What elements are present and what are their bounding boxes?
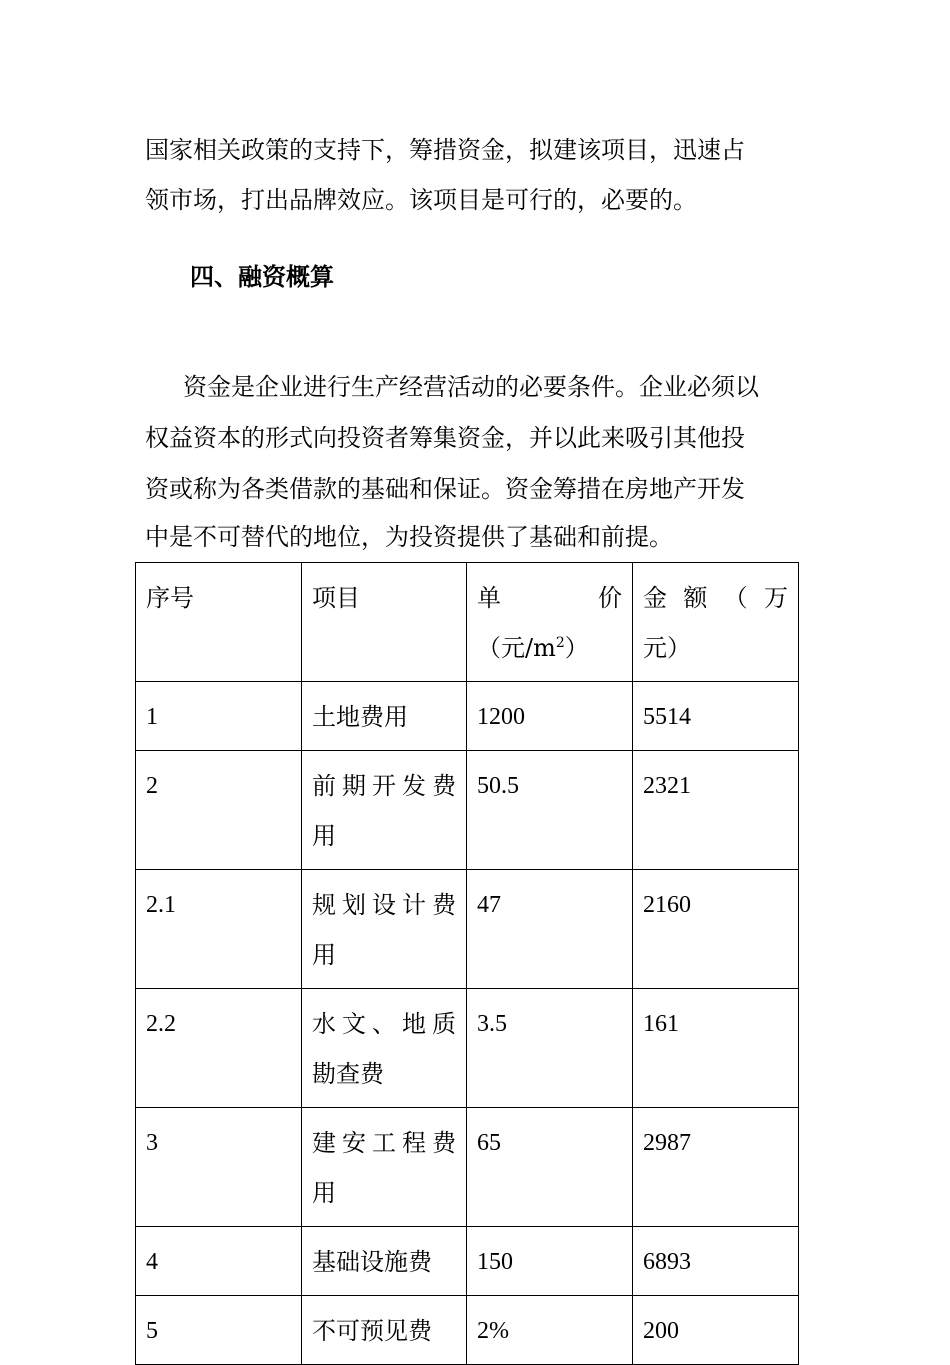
budget-table [135,562,799,1365]
row-price: 65 [467,1108,633,1227]
row-amount: 2321 [633,751,799,870]
header-cell-price [467,563,633,682]
row-no: 1 [136,682,302,751]
table-row [136,751,799,870]
row-item: 不可预见费 [302,1296,467,1365]
header-amount-label: 金额（万 [643,584,788,612]
row-price: 2% [467,1296,633,1365]
header-cell-amount [633,563,799,682]
header-cell-no [136,563,302,682]
row-item: 水文、地质 勘查费 [302,989,467,1108]
paragraph1-line2: 领市场，打出品牌效应。该项目是可行的，必要的。 [145,186,697,214]
row-price: 47 [467,870,633,989]
row-amount: 200 [633,1296,799,1365]
row-amount: 5514 [633,682,799,751]
row-price: 3.5 [467,989,633,1108]
row-item: 土地费用 [302,682,467,751]
row-item: 前期开发费 用 [302,751,467,870]
row-amount: 6893 [633,1227,799,1296]
row-price: 1200 [467,682,633,751]
table-row [136,1108,799,1227]
header-item-label: 项目 [312,584,360,612]
row-price: 50.5 [467,751,633,870]
row-no: 2.1 [136,870,302,989]
row-no: 5 [136,1296,302,1365]
paragraph2-line1: 资金是企业进行生产经营活动的必要条件。企业必须以 [183,373,759,401]
row-item: 建安工程费 用 [302,1108,467,1227]
row-item: 规划设计费 用 [302,870,467,989]
paragraph2-line4: 中是不可替代的地位，为投资提供了基础和前提。 [145,523,673,551]
header-no-label: 序号 [146,584,194,612]
table-header-row [136,563,799,682]
table-row [136,989,799,1108]
row-no: 4 [136,1227,302,1296]
row-amount: 161 [633,989,799,1108]
header-cell-item [302,563,467,682]
table-row [136,1227,799,1296]
row-amount: 2160 [633,870,799,989]
paragraph1-line1: 国家相关政策的支持下，筹措资金，拟建该项目，迅速占 [145,136,745,164]
row-amount: 2987 [633,1108,799,1227]
header-price-unit: （元$/m^2$） [477,634,589,662]
row-no: 3 [136,1108,302,1227]
paragraph2-line2: 权益资本的形式向投资者筹集资金，并以此来吸引其他投 [145,424,745,452]
header-price-label: 单价 [477,584,622,612]
paragraph2-line3: 资或称为各类借款的基础和保证。资金筹措在房地产开发 [145,475,745,503]
section-heading: 四、融资概算 [190,262,334,291]
row-item: 基础设施费 [302,1227,467,1296]
table-row [136,870,799,989]
row-no: 2 [136,751,302,870]
row-no: 2.2 [136,989,302,1108]
header-amount-unit: 元） [643,634,691,662]
table-row [136,1296,799,1365]
table-row [136,682,799,751]
row-price: 150 [467,1227,633,1296]
